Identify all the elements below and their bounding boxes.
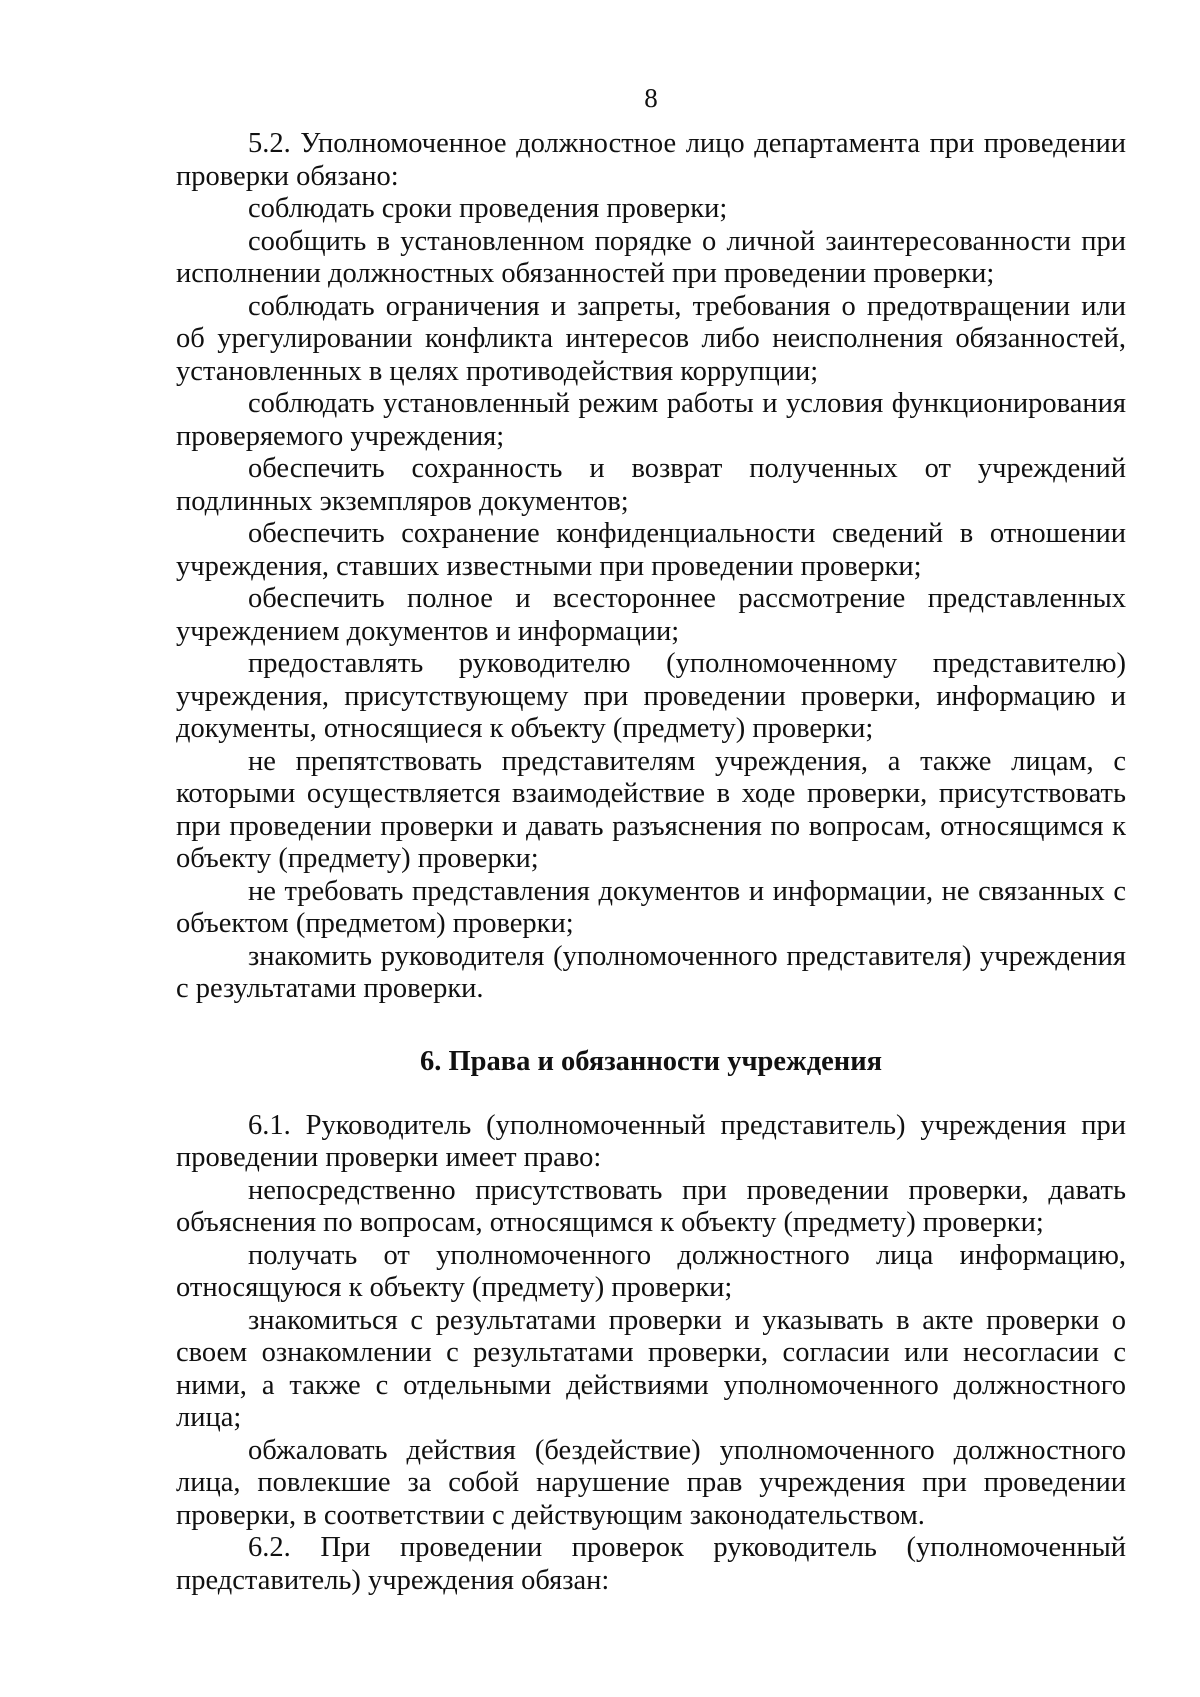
list-item: знакомиться с результатами проверки и указывать в акте проверки о своем ознакомлении с результатами проверки, согласии или несогласии с ними, а также с отдельными действиями уполномоченного должностного лица; — [176, 1304, 1126, 1433]
list-item: сообщить в установленном порядке о личной заинтересованности при исполнении должностных обязанностей при проведении проверки; — [176, 225, 1126, 289]
section-6-body — [176, 1110, 1126, 1598]
list-item: обеспечить полное и всестороннее рассмотрение представленных учреждением документов и информации; — [176, 583, 1126, 647]
list-item: не препятствовать представителям учреждения, а также лицам, с которыми осуществляется взаимодействие в ходе проверки, присутствовать при проведении проверки и давать разъяснения по вопросам, относящимся к объекту (предмету) проверки; — [176, 745, 1126, 874]
list-item: соблюдать установленный режим работы и условия функционирования проверяемого учреждения; — [176, 388, 1126, 452]
section-5-body — [176, 128, 1126, 1006]
paragraph-6-1-intro: 6.1. Руководитель (уполномоченный представитель) учреждения при проведении проверки имеет право: — [176, 1109, 1126, 1173]
paragraph-6-2-intro: 6.2. При проведении проверок руководитель (уполномоченный представитель) учреждения обязан: — [176, 1532, 1126, 1596]
list-item: обжаловать действия (бездействие) уполномоченного должностного лица, повлекшие за собой нарушение прав учреждения при проведении проверки, в соответствии с действующим законодательством. — [176, 1434, 1126, 1531]
list-item: обеспечить сохранение конфиденциальности сведений в отношении учреждения, ставших известными при проведении проверки; — [176, 518, 1126, 582]
list-item: обеспечить сохранность и возврат полученных от учреждений подлинных экземпляров документов; — [176, 453, 1126, 517]
paragraph-5-2-intro: 5.2. Уполномоченное должностное лицо департамента при проведении проверки обязано: — [176, 128, 1126, 192]
document-page — [176, 82, 1126, 1597]
list-item: непосредственно присутствовать при проведении проверки, давать объяснения по вопросам, относящимся к объекту (предмету) проверки; — [176, 1174, 1126, 1238]
list-item: не требовать представления документов и информации, не связанных с объектом (предметом) проверки; — [176, 875, 1126, 939]
page-number: 8 — [644, 83, 658, 113]
list-item: получать от уполномоченного должностного лица информацию, относящуюся к объекту (предмету) проверки; — [176, 1239, 1126, 1303]
list-item: знакомить руководителя (уполномоченного представителя) учреждения с результатами проверки. — [176, 940, 1126, 1004]
list-item: соблюдать сроки проведения проверки; — [248, 193, 728, 224]
list-item: соблюдать ограничения и запреты, требования о предотвращении или об урегулировании конфликта интересов либо неисполнения обязанностей, установленных в целях противодействия коррупции; — [176, 290, 1126, 387]
section-6-heading: 6. Права и обязанности учреждения — [419, 1045, 883, 1077]
list-item: предоставлять руководителю (уполномоченному представителю) учреждения, присутствующему при проведении проверки, информацию и документы, относящиеся к объекту (предмету) проверки; — [176, 648, 1126, 744]
